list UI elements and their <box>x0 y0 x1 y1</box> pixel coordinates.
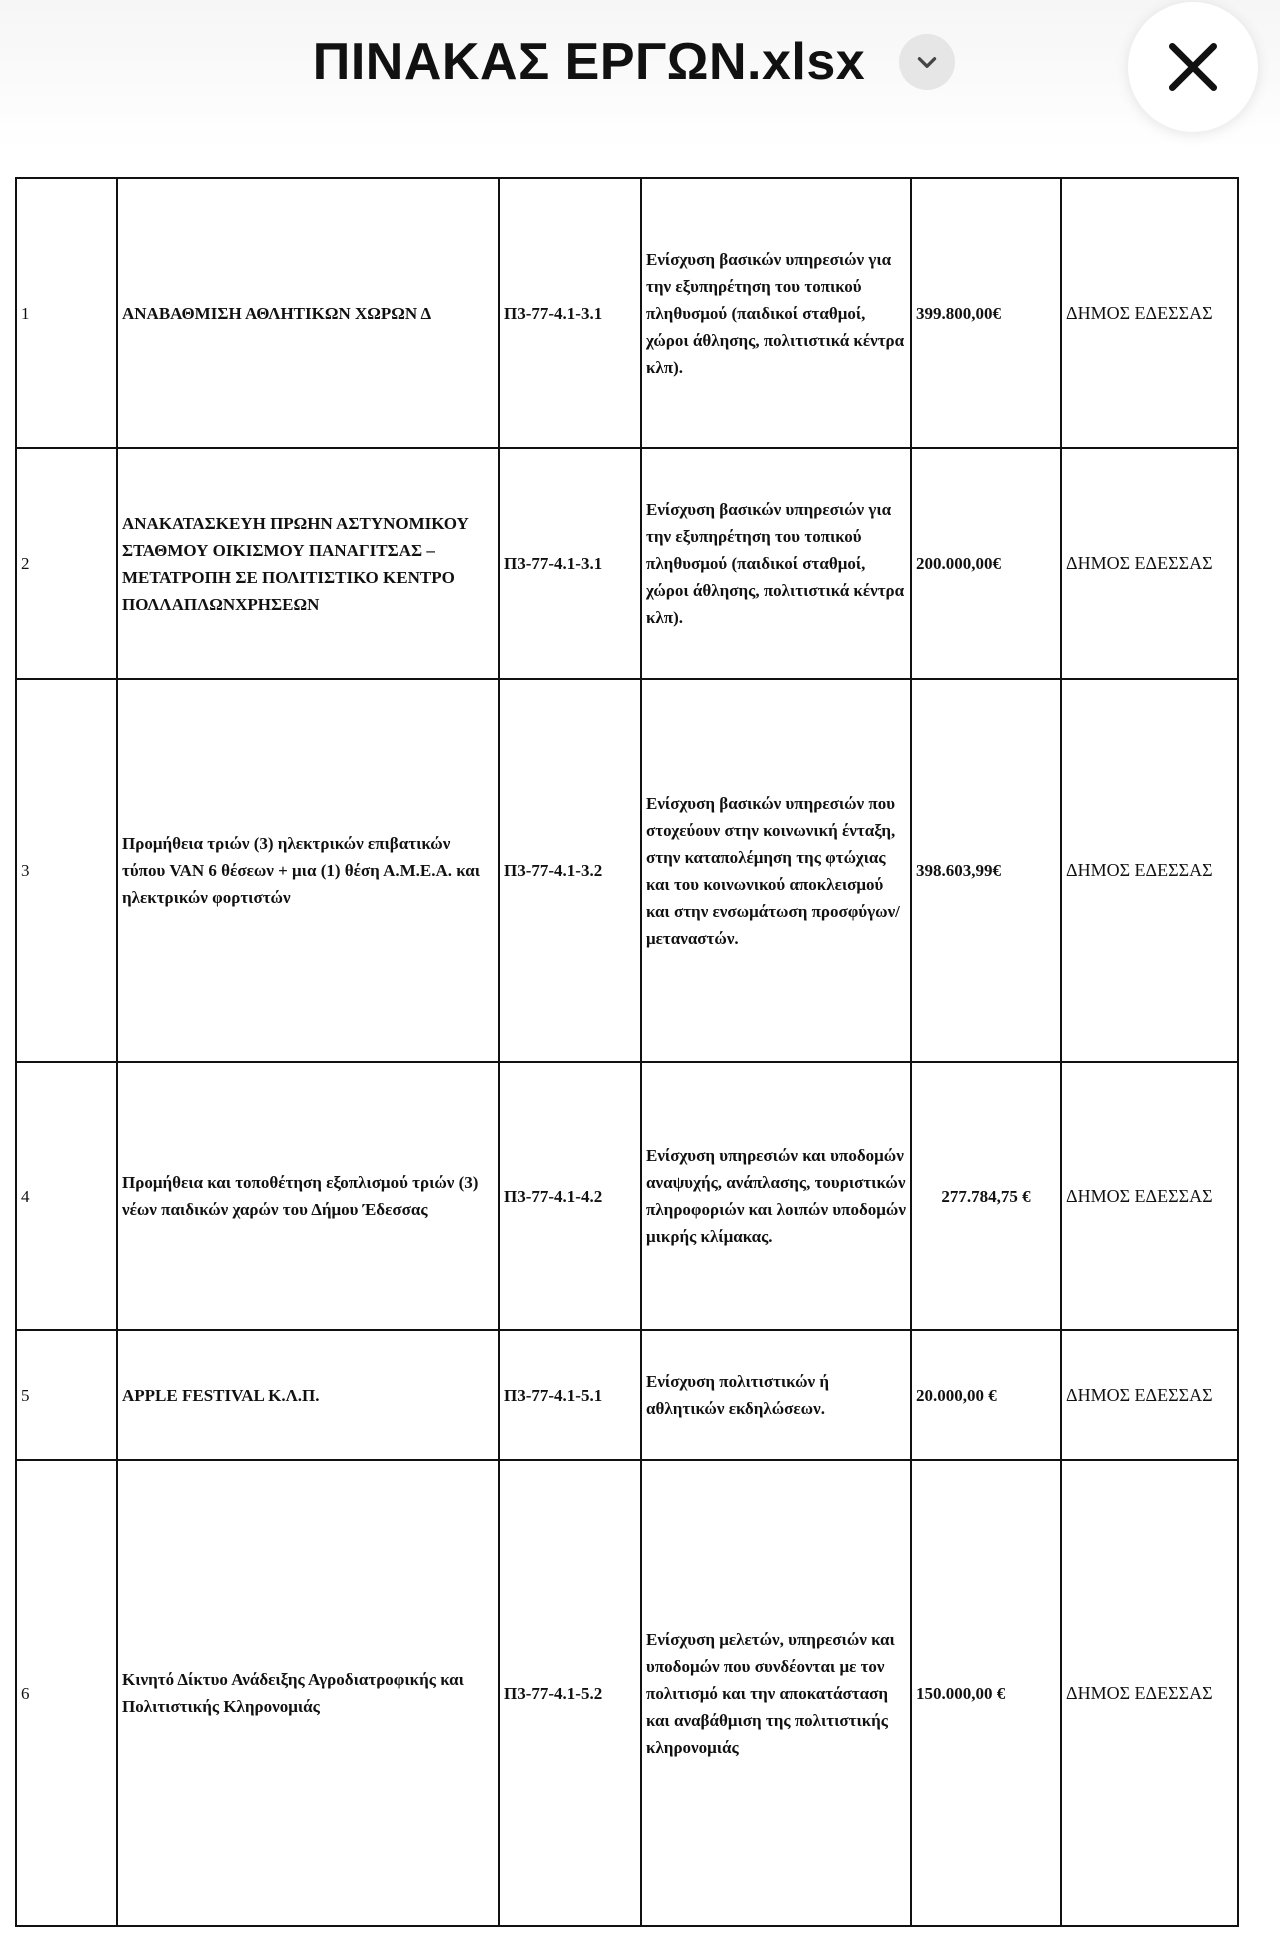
project-title-cell[interactable]: Κινητό Δίκτυο Ανάδειξης Αγροδιατροφικής και Πολιτιστικής Κληρονομιάς <box>117 1460 499 1926</box>
project-code-cell[interactable]: Π3-77-4.1-5.1 <box>499 1330 641 1460</box>
table-row <box>16 178 1238 448</box>
project-title-cell[interactable]: Προμήθεια τριών (3) ηλεκτρικών επιβατικών τύπου VAN 6 θέσεων + μια (1) θέση Α.Μ.Ε.Α. και ηλεκτρικών φορτιστών <box>117 679 499 1062</box>
municipality-cell[interactable]: ΔΗΜΟΣ ΕΔΕΣΣΑΣ <box>1061 1062 1238 1330</box>
project-amount-cell[interactable]: 277.784,75 € <box>911 1062 1061 1330</box>
row-number-cell[interactable]: 6 <box>16 1460 117 1926</box>
table-row <box>16 448 1238 679</box>
row-number-cell[interactable]: 5 <box>16 1330 117 1460</box>
row-number-cell[interactable]: 4 <box>16 1062 117 1330</box>
municipality-cell[interactable]: ΔΗΜΟΣ ΕΔΕΣΣΑΣ <box>1061 679 1238 1062</box>
project-code-cell[interactable]: Π3-77-4.1-3.1 <box>499 178 641 448</box>
projects-table <box>15 177 1239 1927</box>
project-amount-cell[interactable]: 398.603,99€ <box>911 679 1061 1062</box>
close-button[interactable] <box>1128 2 1258 132</box>
row-number-cell[interactable]: 3 <box>16 679 117 1062</box>
row-number-cell[interactable]: 1 <box>16 178 117 448</box>
project-description-cell[interactable]: Ενίσχυση μελετών, υπηρεσιών και υποδομών που συνδέονται με τον πολιτισμό και την αποκατάσταση και αναβάθμιση της πολιτιστικής κληρονομιάς <box>641 1460 911 1926</box>
project-code-cell[interactable]: Π3-77-4.1-3.2 <box>499 679 641 1062</box>
municipality-cell[interactable]: ΔΗΜΟΣ ΕΔΕΣΣΑΣ <box>1061 448 1238 679</box>
file-options-button[interactable] <box>899 34 955 90</box>
project-description-cell[interactable]: Ενίσχυση βασικών υπηρεσιών για την εξυπηρέτηση του τοπικού πληθυσμού (παιδικοί σταθμοί, χώροι άθλησης, πολιτιστικά κέντρα κλπ). <box>641 178 911 448</box>
table-row <box>16 1330 1238 1460</box>
project-amount-cell[interactable]: 399.800,00€ <box>911 178 1061 448</box>
table-row <box>16 679 1238 1062</box>
project-code-cell[interactable]: Π3-77-4.1-3.1 <box>499 448 641 679</box>
project-title-cell[interactable]: APPLE FESTIVAL Κ.Λ.Π. <box>117 1330 499 1460</box>
project-description-cell[interactable]: Ενίσχυση πολιτιστικών ή αθλητικών εκδηλώσεων. <box>641 1330 911 1460</box>
project-code-cell[interactable]: Π3-77-4.1-5.2 <box>499 1460 641 1926</box>
project-code-cell[interactable]: Π3-77-4.1-4.2 <box>499 1062 641 1330</box>
project-description-cell[interactable]: Ενίσχυση βασικών υπηρεσιών που στοχεύουν στην κοινωνική ένταξη, στην καταπολέμηση της φτώχιας και του κοινωνικού αποκλεισμού και στην ενσωμάτωση προσφύγων/ μεταναστών. <box>641 679 911 1062</box>
municipality-cell[interactable]: ΔΗΜΟΣ ΕΔΕΣΣΑΣ <box>1061 1460 1238 1926</box>
project-description-cell[interactable]: Ενίσχυση υπηρεσιών και υποδομών αναψυχής, ανάπλασης, τουριστικών πληροφοριών και λοιπών υποδομών μικρής κλίμακας. <box>641 1062 911 1330</box>
project-title-cell[interactable]: ΑΝΑΒΑΘΜΙΣΗ ΑΘΛΗΤΙΚΩΝ ΧΩΡΩΝ Δ <box>117 178 499 448</box>
table-row <box>16 1062 1238 1330</box>
table-row <box>16 1460 1238 1926</box>
project-description-cell[interactable]: Ενίσχυση βασικών υπηρεσιών για την εξυπηρέτηση του τοπικού πληθυσμού (παιδικοί σταθμοί, χώροι άθλησης, πολιτιστικά κέντρα κλπ). <box>641 448 911 679</box>
close-icon <box>1162 36 1224 98</box>
municipality-cell[interactable]: ΔΗΜΟΣ ΕΔΕΣΣΑΣ <box>1061 1330 1238 1460</box>
municipality-cell[interactable]: ΔΗΜΟΣ ΕΔΕΣΣΑΣ <box>1061 178 1238 448</box>
project-title-cell[interactable]: ΑΝΑΚΑΤΑΣΚΕΥΗ ΠΡΩΗΝ ΑΣΤΥΝΟΜΙΚΟΥ ΣΤΑΘΜΟΥ ΟΙΚΙΣΜΟΥ ΠΑΝΑΓΙΤΣΑΣ – ΜΕΤΑΤΡΟΠΗ ΣΕ ΠΟΛΙΤΙΣΤΙΚΟ ΚΕΝΤΡΟ ΠΟΛΛΑΠΛΩΝΧΡΗΣΕΩΝ <box>117 448 499 679</box>
title-bar <box>0 32 1280 92</box>
chevron-down-icon <box>914 49 940 75</box>
row-number-cell[interactable]: 2 <box>16 448 117 679</box>
project-amount-cell[interactable]: 20.000,00 € <box>911 1330 1061 1460</box>
project-amount-cell[interactable]: 150.000,00 € <box>911 1460 1061 1926</box>
project-title-cell[interactable]: Προμήθεια και τοποθέτηση εξοπλισμού τριών (3) νέων παιδικών χαρών του Δήμου Έδεσσας <box>117 1062 499 1330</box>
file-title[interactable]: ΠΙΝΑΚΑΣ ΕΡΓΩΝ.xlsx <box>312 33 866 91</box>
project-amount-cell[interactable]: 200.000,00€ <box>911 448 1061 679</box>
